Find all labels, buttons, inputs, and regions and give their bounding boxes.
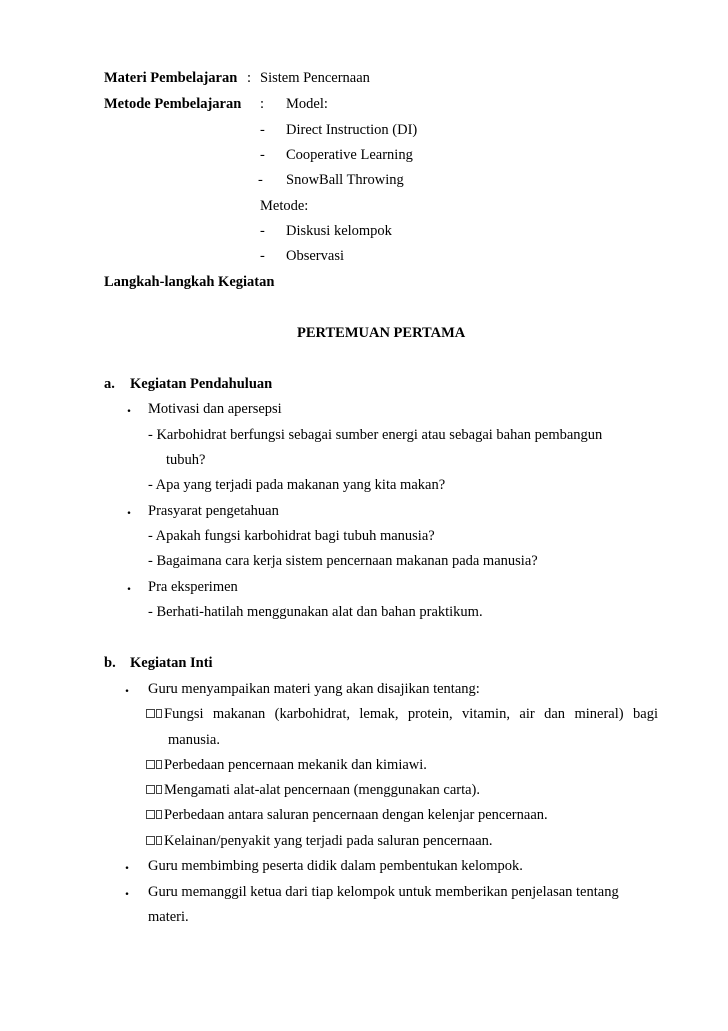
model-item: SnowBall Throwing (286, 172, 404, 188)
bullet: . (125, 856, 129, 873)
check-item: Mengamati alat-alat pencernaan (menggunakan carta). (164, 782, 481, 798)
section-a-subitem: - Bagaimana cara kerja sistem pencernaan makanan pada manusia? (148, 553, 538, 569)
check-item: Perbedaan antara saluran pencernaan dengan kelenjar pencernaan. (164, 807, 548, 823)
metode-dash: - (260, 248, 265, 264)
metode-sub-label: Metode: (260, 198, 309, 214)
model-dash: - (260, 147, 265, 163)
bullet: . (127, 501, 131, 518)
section-a-subitem: - Karbohidrat berfungsi sebagai sumber energi atau sebagai bahan pembangun (148, 427, 603, 443)
checkbox-icon (146, 709, 155, 718)
check-item: Perbedaan pencernaan mekanik dan kimiawi. (164, 757, 427, 773)
bullet: . (125, 882, 129, 899)
materi-colon: : (247, 70, 252, 86)
model-dash: - (260, 122, 265, 138)
model-item: Direct Instruction (DI) (286, 122, 418, 138)
section-a-subitem: - Apa yang terjadi pada makanan yang kita makan? (148, 477, 446, 493)
section-b-item: Guru memanggil ketua dari tiap kelompok untuk memberikan penjelasan tentang (148, 884, 619, 900)
bullet: . (127, 399, 131, 416)
metode-colon: : (260, 96, 265, 112)
section-a-subitem: - Berhati-hatilah menggunakan alat dan bahan praktikum. (148, 604, 483, 620)
section-a-letter: a. (104, 376, 115, 392)
materi-label: Materi Pembelajaran (104, 70, 238, 86)
checkbox-icon (156, 709, 162, 718)
metode-dash: - (260, 223, 265, 239)
checkbox-icon (146, 785, 155, 794)
bullet: . (127, 577, 131, 594)
bullet: . (125, 679, 129, 696)
section-a-subitem: - Apakah fungsi karbohidrat bagi tubuh manusia? (148, 528, 435, 544)
section-a-item: Pra eksperimen (148, 579, 238, 595)
model-dash: - (258, 172, 263, 188)
checkbox-icon (156, 836, 162, 845)
check-item: Fungsi makanan (karbohidrat, lemak, protein, vitamin, air dan mineral) bagi (164, 706, 658, 722)
check-item: Kelainan/penyakit yang terjadi pada saluran pencernaan. (164, 833, 493, 849)
section-b-item: Guru menyampaikan materi yang akan disajikan tentang: (148, 681, 480, 697)
model-label: Model: (286, 96, 328, 112)
section-a-item: Motivasi dan apersepsi (148, 401, 282, 417)
section-a-title: Kegiatan Pendahuluan (130, 376, 273, 392)
check-item-cont: manusia. (168, 732, 220, 748)
section-b-letter: b. (104, 655, 116, 671)
checkbox-icon (156, 785, 162, 794)
checkbox-icon (156, 810, 162, 819)
materi-value: Sistem Pencernaan (260, 70, 370, 86)
metode-label: Metode Pembelajaran (104, 96, 242, 112)
langkah-title: Langkah-langkah Kegiatan (104, 274, 275, 290)
section-a-item: Prasyarat pengetahuan (148, 503, 279, 519)
section-b-title: Kegiatan Inti (130, 655, 213, 671)
checkbox-icon (146, 836, 155, 845)
section-b-item-cont: materi. (148, 909, 189, 925)
model-item: Cooperative Learning (286, 147, 413, 163)
metode-item: Observasi (286, 248, 344, 264)
checkbox-icon (146, 760, 155, 769)
checkbox-icon (156, 760, 162, 769)
section-a-subitem: tubuh? (166, 452, 206, 468)
metode-item: Diskusi kelompok (286, 223, 392, 239)
section-b-item: Guru membimbing peserta didik dalam pembentukan kelompok. (148, 858, 523, 874)
pertemuan-title: PERTEMUAN PERTAMA (297, 325, 466, 341)
checkbox-icon (146, 810, 155, 819)
